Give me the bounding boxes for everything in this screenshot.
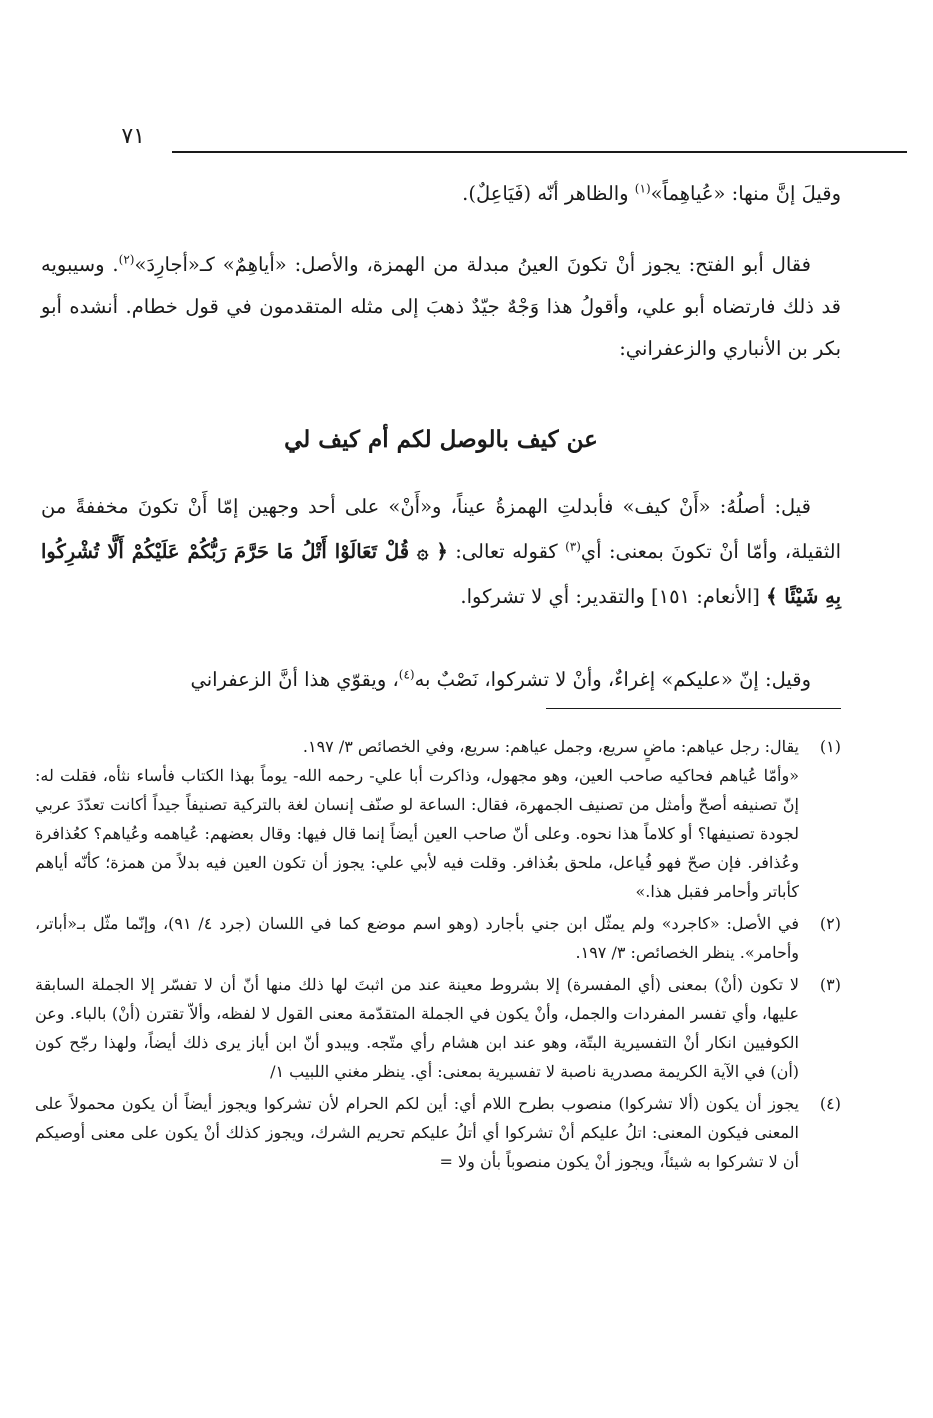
footnote-2 (35, 909, 841, 967)
paragraph-3-text-end: [الأنعام: ١٥١] والتقدير: أي لا تشركوا. (460, 585, 767, 608)
paragraph-2-text-end: . وسيبويه قد ذلك فارتضاه أبو علي، وأقولُ هذا وَجْهٌ جيّدٌ ذهبَ إلى مثله المتقدمون في قول خطام. أنشده أبو بكر بن الأنباري والزعفراني: (41, 253, 841, 360)
paragraph-1 (41, 176, 841, 212)
paragraph-4 (41, 660, 841, 700)
paragraph-2 (41, 244, 841, 370)
footnote-ref-3[interactable]: (٣) (565, 539, 581, 554)
poetry-verse: عن كيف بالوصل لكم أم كيف لي (284, 426, 598, 453)
paragraph-3 (41, 484, 841, 619)
footnote-text: يقال: رجل عياهم: ماضٍ سريع، وجمل عياهم: سريع، وفي الخصائص ٣/ ١٩٧. (302, 737, 799, 756)
footnote-number: (١) (819, 737, 841, 756)
footnote-ref-4[interactable]: (٤) (398, 667, 415, 682)
paragraph-3-text: قيل: أصلُهُ: «أَنْ كيف» فأبدلتِ الهمزةُ عيناً، و«أَنْ» على أحد وجهين إمّا أَنْ تكونَ مخففةً من الثقيلة، وأمّا أنْ تكونَ بمعنى: أي (41, 495, 841, 563)
page-number: ٧١ (121, 124, 145, 149)
quran-verse: ﴿ ۞ قُلْ تَعَالَوْا أَتْلُ مَا حَرَّمَ رَبُّكُمْ عَلَيْكُمْ أَلَّا تُشْرِكُوا بِهِ شَيْئًا ﴾ (41, 540, 841, 608)
footnote-text: «وأمّا عُياهم فحاكيه صاحب العين، وهو مجهول، وذاكرت أبا علي- رحمه الله- يوماً بهذا الكتاب فأساء نثأه، فقلت له: إنّ تصنيفه أصحّ وأمثل من تصنيف الجمهرة، فقال: الساعة لو صنّف إنسان لغة بالتركية تصنيفاً جيداً أكانت تعدّدَ عربي لجودة تصنيفها؟ أو كلاماً هذا نحوه. وعلى أنّ صاحب العين أيضاً إنما قال فيها: وقال بعضهم: عُياهمه وعُياهم؟ كعُذافرة وعُذافر. فإن صحّ فهو فُياعل، ملحق بعُذافر. وقلت فيه لأبي علي: يجوز أن تكون العين فيه بدلاً من همزة؛ كأنّه أياهم كأباتر وأحامر فقبل هذا.» (35, 766, 800, 901)
footnote-4 (35, 1089, 841, 1176)
paragraph-4-text-end: ، ويقوّي هذا أنَّ الزعفراني (190, 668, 399, 691)
footnote-1 (35, 732, 841, 906)
paragraph-1-text: وقيلَ إنَّ منها: «عُياهِماً» (650, 182, 841, 205)
footnote-number: (٣) (819, 975, 841, 994)
footnote-text: يجوز أن يكون (ألا تشركوا) منصوب بطرح اللام أي: أين لكم الحرام لأن تشركوا ويجوز أيضاً أن يكون محمولاً على المعنى فيكون المعنى: اتلُ عليكم أنْ تشركوا أي أتلُ عليكم تحريم الشرك، ويجوز كذلك أنْ يكون على معنى أوصيكم أن لا تشركوا به شيئاً، ويجوز أنْ يكون منصوباً بأن ولا = (35, 1094, 800, 1171)
footnote-text: لا تكون (أنْ) بمعنى (أي المفسرة) إلا بشروط معينة عند من اثبتَ لها ذلك منها أنّ أن لا تفسّر إلا الجملة السابقة عليها، وأي تفسر المفردات والجمل، وأنْ يكون في الجملة المتقدّمة معنى القول لا لفظه، وألاّ تقترن (أنْ) بالباء. وعن الكوفيين انكار أنْ التفسيرية البتّة، وهو عند ابن هشام رأي متّجه. ويبدو أنّ ابن أياز يرى ذلك أيضاً، ولهذا رجّح كون (أن) في الآية الكريمة مصدرية ناصبة لا تفسيرية بمعنى: أي. ينظر مغني اللبيب ١/ (35, 975, 800, 1081)
paragraph-1-text-end: والظاهر أنّه (فَيَاعِلٌ). (462, 182, 635, 205)
footnote-number: (٢) (819, 914, 841, 933)
paragraph-4-text: وقيل: إنّ «عليكم» إغراءٌ، وأنْ لا تشركوا، نَصْبٌ به (414, 668, 811, 691)
paragraph-2-text: فقال أبو الفتح: يجوز أنْ تكونَ العينُ مبدلة من الهمزة، والأصل: «أياهِمٌ» كـ«أجارِدَ» (134, 253, 811, 276)
footnote-3 (35, 970, 841, 1086)
footnote-separator (546, 708, 841, 709)
footnote-ref-1[interactable]: (١) (634, 181, 651, 196)
footnotes-section (35, 732, 841, 1179)
paragraph-3-text-mid: كقوله تعالى: (447, 540, 566, 563)
footnote-text: في الأصل: «كاجرد» ولم يمثّل ابن جني بأجارد (وهو اسم موضع كما في اللسان (جرد ٤/ ٩١)، وإنّما مثّل بـ«أباتر، وأحامر». ينظر الخصائص: ٣/ ١٩٧. (35, 914, 800, 962)
footnote-number: (٤) (819, 1094, 841, 1113)
header-rule (172, 151, 907, 153)
footnote-ref-2[interactable]: (٢) (118, 252, 135, 267)
